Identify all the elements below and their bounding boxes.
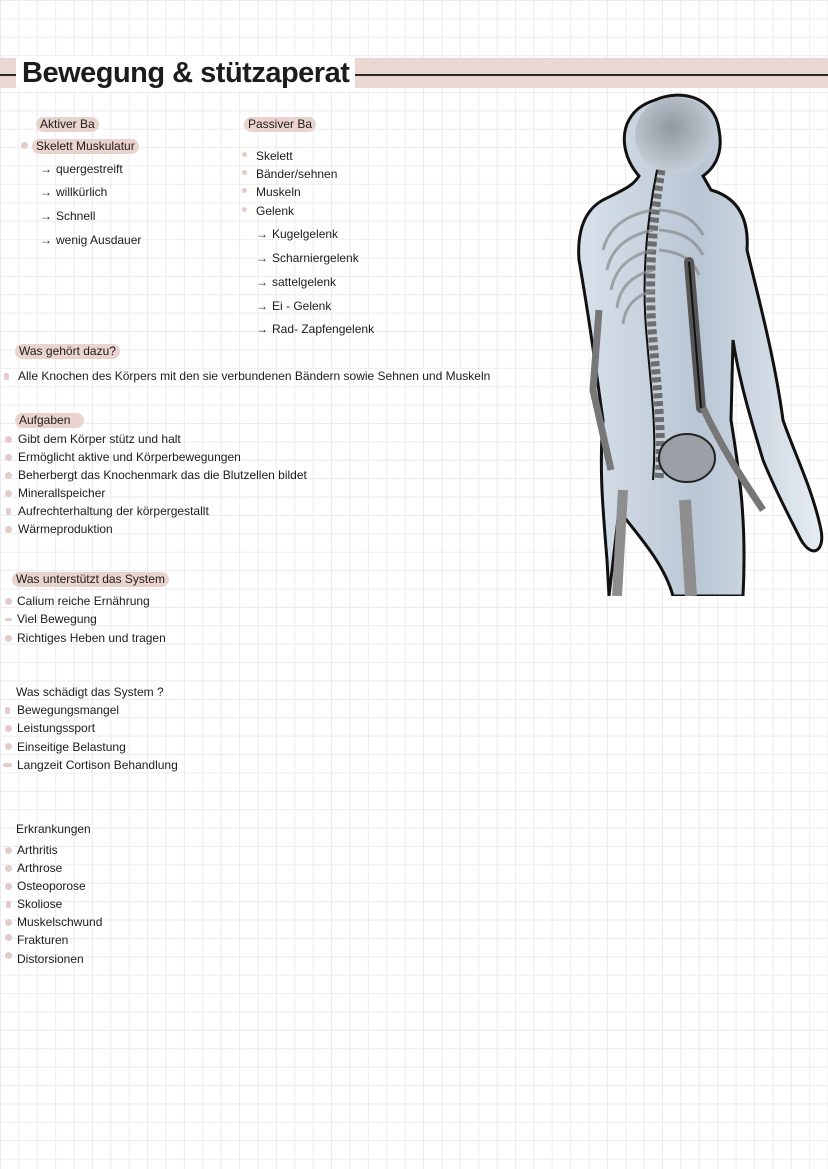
aufgaben-item: Ermöglicht aktive und Körperbewegungen <box>18 450 241 464</box>
bullet <box>5 707 10 714</box>
passiv-item: Bänder/sehnen <box>256 167 338 181</box>
schaedigt-heading: Was schädigt das System ? <box>16 685 164 699</box>
erkrankungen-item: Arthrose <box>17 861 63 875</box>
bullet <box>5 865 12 872</box>
bullet <box>5 598 12 605</box>
erkrankungen-item: Skoliose <box>17 897 63 911</box>
passiv-item: Muskeln <box>256 185 301 199</box>
bullet <box>5 919 12 926</box>
bullet <box>5 618 12 621</box>
bullet <box>6 901 11 908</box>
bullet <box>5 883 12 890</box>
arrow-icon: → <box>40 233 52 247</box>
erkrankungen-heading: Erkrankungen <box>16 822 91 836</box>
aufgaben-item: Wärmeproduktion <box>18 522 113 536</box>
gelenk-item: → Kugelgelenk <box>256 227 339 241</box>
bullet <box>5 743 12 750</box>
aktiv-subitem: → Schnell <box>40 209 96 223</box>
bullet <box>5 472 12 479</box>
aktiv-subitem: → willkürlich <box>40 185 108 199</box>
gelenk-item: → Scharniergelenk <box>256 251 359 265</box>
aufgaben-item: Minerallspeicher <box>18 486 106 500</box>
arrow-icon: → <box>40 209 52 223</box>
aufgaben-item: Aufrechterhaltung der körpergestallt <box>18 504 209 518</box>
passiv-item: Gelenk <box>256 204 295 218</box>
arrow-icon: → <box>256 322 268 336</box>
bullet <box>5 526 12 533</box>
gelenk-item: → Rad- Zapfengelenk <box>256 322 375 336</box>
unterstuetzt-heading: Was unterstützt das System <box>12 572 169 587</box>
erkrankungen-item: Osteoporose <box>17 879 86 893</box>
gelenk-item: → Ei - Gelenk <box>256 299 332 313</box>
passiv-item: Skelett <box>256 149 293 163</box>
erkrankungen-item: Distorsionen <box>17 952 84 966</box>
bullet <box>5 934 12 941</box>
erkrankungen-item: Muskelschwund <box>17 915 103 929</box>
arrow-icon: → <box>40 162 52 176</box>
bullet <box>242 152 247 157</box>
passiv-heading: Passiver Ba <box>244 117 316 132</box>
aufgaben-item: Gibt dem Körper stütz und halt <box>18 432 181 446</box>
erkrankungen-item: Arthritis <box>17 843 58 857</box>
bullet <box>242 188 247 193</box>
arrow-icon: → <box>256 275 268 289</box>
bullet <box>5 490 12 497</box>
bullet <box>5 635 12 642</box>
bullet <box>5 847 12 854</box>
aktiv-subitem: → quergestreift <box>40 162 123 176</box>
bullet <box>6 508 11 515</box>
bullet <box>5 454 12 461</box>
dazu-text: Alle Knochen des Körpers mit den sie verbundenen Bändern sowie Sehnen und Muskeln <box>18 369 491 383</box>
bullet <box>5 952 12 959</box>
aufgaben-heading: Aufgaben <box>15 413 84 428</box>
bullet <box>3 763 12 767</box>
schaedigt-item: Bewegungsmangel <box>17 703 120 717</box>
arrow-icon: → <box>256 227 268 241</box>
arrow-icon: → <box>40 185 52 199</box>
bullet <box>21 142 28 149</box>
unterstuetzt-item: Viel Bewegung <box>17 612 97 626</box>
erkrankungen-item: Frakturen <box>17 933 69 947</box>
bullet <box>5 436 12 443</box>
schaedigt-item: Langzeit Cortison Behandlung <box>17 758 178 772</box>
bullet <box>242 207 247 212</box>
aktiv-item: Skelett Muskulatur <box>32 139 139 154</box>
bullet <box>5 725 12 732</box>
gelenk-item: → sattelgelenk <box>256 275 337 289</box>
schaedigt-item: Einseitige Belastung <box>17 740 126 754</box>
arrow-icon: → <box>256 299 268 313</box>
aktiv-subitem: → wenig Ausdauer <box>40 233 142 247</box>
arrow-icon: → <box>256 251 268 265</box>
aufgaben-item: Beherbergt das Knochenmark das die Blutzellen bildet <box>18 468 307 482</box>
unterstuetzt-item: Calium reiche Ernährung <box>17 594 150 608</box>
page-title: Bewegung & stützaperat <box>16 56 355 90</box>
dazu-heading: Was gehört dazu? <box>15 344 120 359</box>
bullet <box>242 170 247 175</box>
skeleton-body-illustration <box>563 90 825 596</box>
schaedigt-item: Leistungssport <box>17 721 96 735</box>
unterstuetzt-item: Richtiges Heben und tragen <box>17 631 166 645</box>
bullet <box>4 373 9 380</box>
aktiv-heading: Aktiver Ba <box>36 117 99 132</box>
